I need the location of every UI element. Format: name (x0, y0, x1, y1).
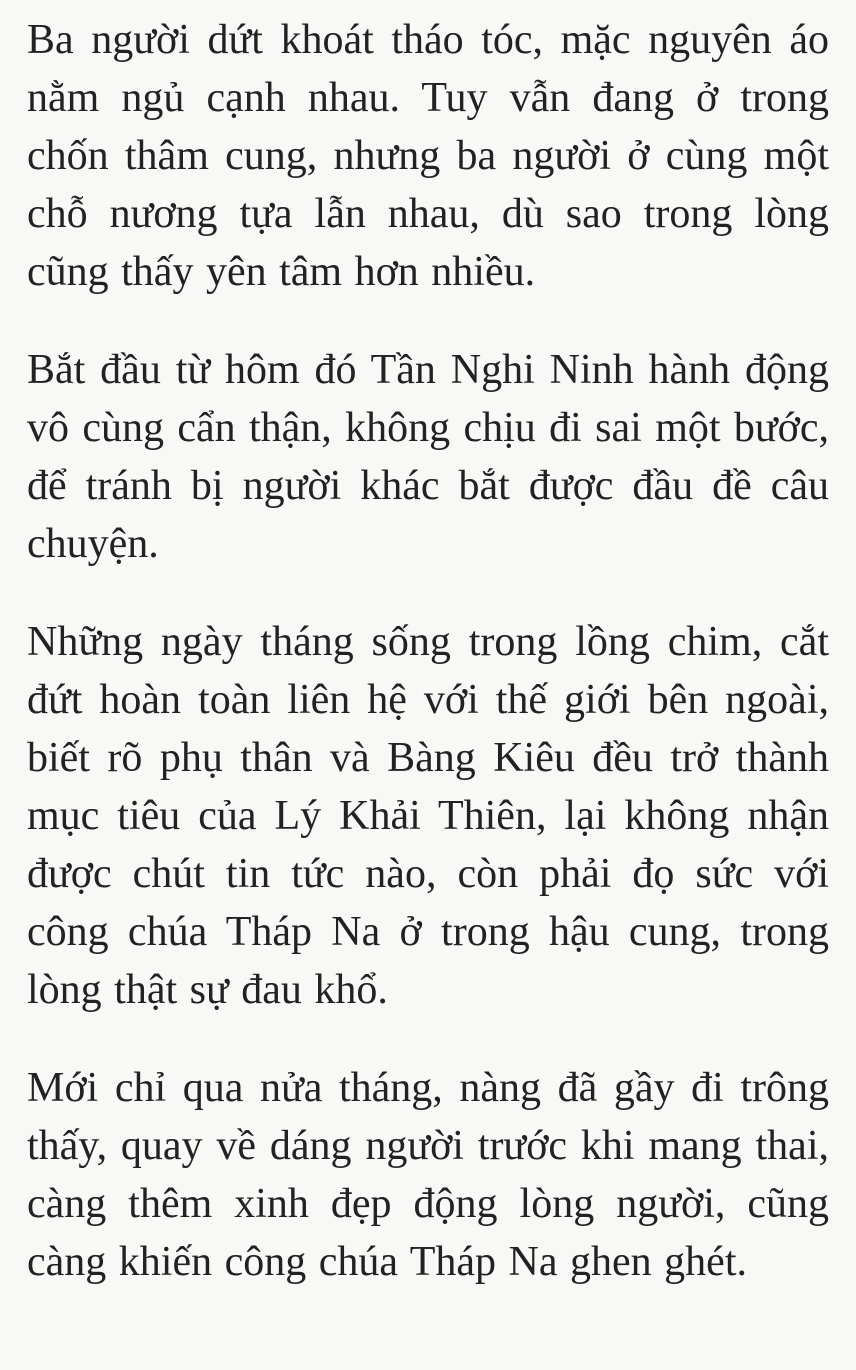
paragraph-4: Mới chỉ qua nửa tháng, nàng đã gầy đi trông thấy, quay về dáng người trước khi mang thai, càng thêm xinh đẹp động lòng người, cũng càng khiến công chúa Tháp Na ghen ghét. (27, 1065, 829, 1285)
paragraph-2: Bắt đầu từ hôm đó Tần Nghi Ninh hành động vô cùng cẩn thận, không chịu đi sai một bước, để tránh bị người khác bắt được đầu đề câu chuyện. (27, 347, 829, 567)
paragraph-3: Những ngày tháng sống trong lồng chim, cắt đứt hoàn toàn liên hệ với thế giới bên ngoài, biết rõ phụ thân và Bàng Kiêu đều trở thành mục tiêu của Lý Khải Thiên, lại không nhận được chút tin tức nào, còn phải đọ sức với công chúa Tháp Na ở trong hậu cung, trong lòng thật sự đau khổ. (27, 619, 829, 1013)
paragraph-1: Ba người dứt khoát tháo tóc, mặc nguyên áo nằm ngủ cạnh nhau. Tuy vẫn đang ở trong chốn thâm cung, nhưng ba người ở cùng một chỗ nương tựa lẫn nhau, dù sao trong lòng cũng thấy yên tâm hơn nhiều. (27, 17, 829, 295)
